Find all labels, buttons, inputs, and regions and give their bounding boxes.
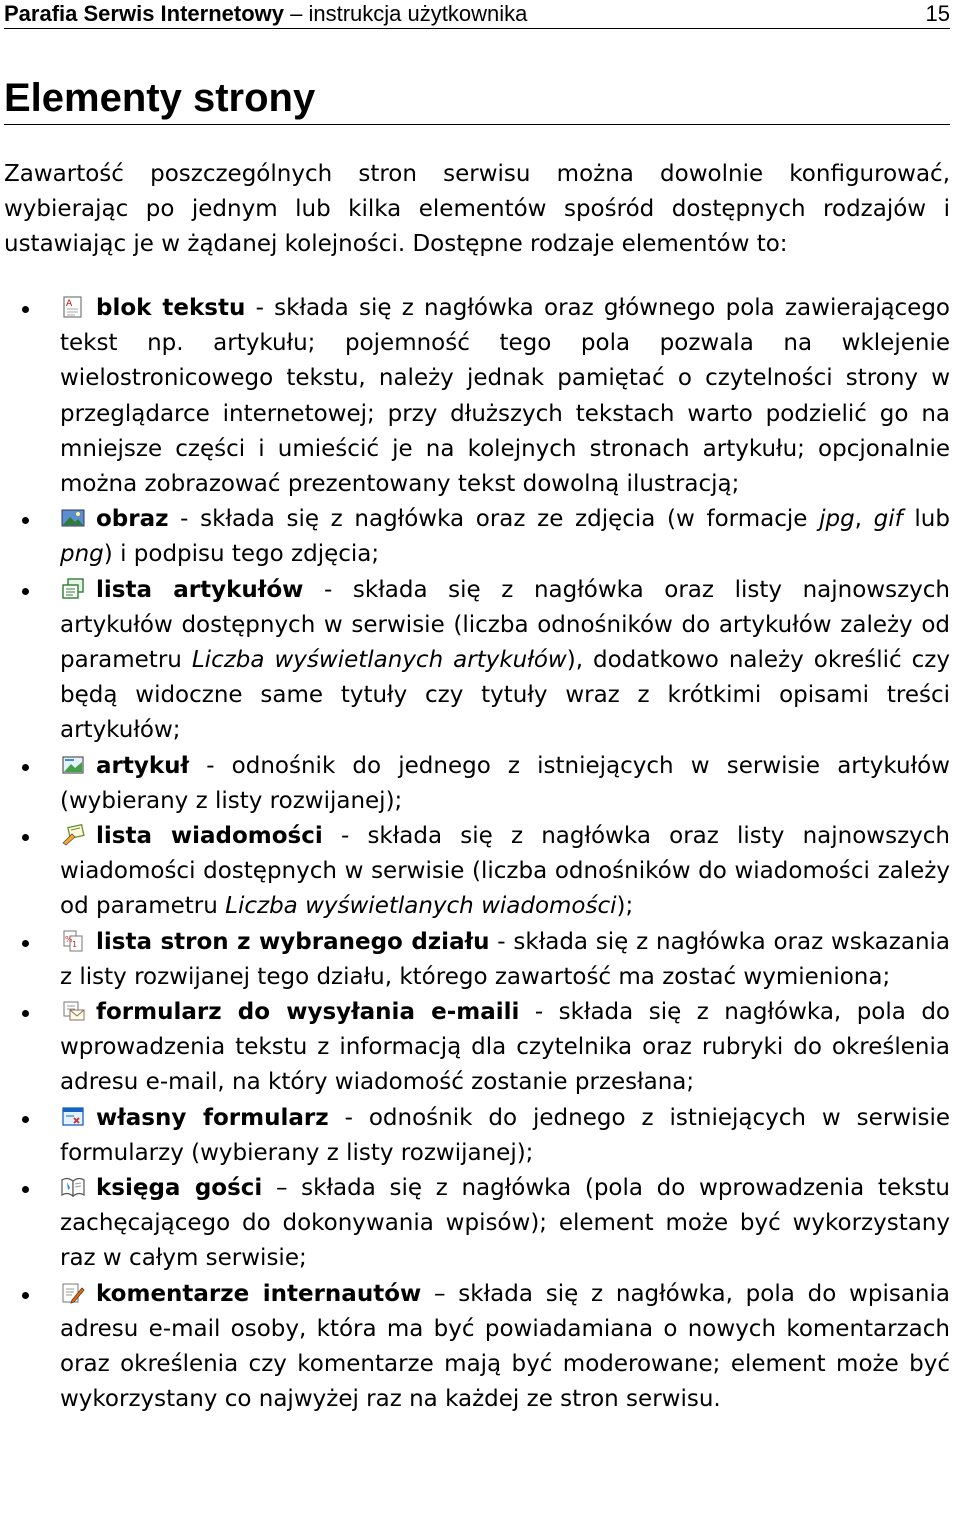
item-desc: lub (902, 506, 950, 533)
svg-text:A: A (66, 299, 73, 309)
text-block-icon (60, 296, 86, 318)
item-desc: , (854, 506, 874, 533)
svg-text:%: % (65, 934, 73, 944)
item-desc: - odnośnik do jednego z istniejących w serwisie formularzy (wybierany z listy rozwijanej); (60, 1104, 950, 1166)
item-name: blok tekstu (96, 295, 246, 321)
list-item-article-list (0, 573, 950, 749)
section-title: Elementy strony (4, 72, 950, 125)
item-desc: - składa się z nagłówka oraz wskazania z listy rozwijanej tego działu, którego zawartość ma zostać wymieniona; (60, 928, 951, 990)
list-item-email-form (0, 995, 950, 1101)
item-format-png: png (60, 541, 104, 568)
news-list-icon (60, 824, 86, 846)
page-list-icon (60, 930, 86, 952)
item-desc: ), dodatkowo należy określić czy będą widoczne same tytuły czy tytuły wraz z krótkimi opisami treści artykułów; (60, 647, 950, 744)
item-desc: ) i podpisu tego zdjęcia; (103, 541, 380, 568)
item-name: lista stron z wybranego działu (96, 928, 490, 955)
item-name: komentarze internautów (96, 1280, 422, 1307)
custom-form-icon (60, 1106, 86, 1128)
item-name: formularz do wysyłania e-maili (96, 999, 520, 1026)
item-desc: - składa się z nagłówka oraz listy najnowszych artykułów dostępnych w serwisie (liczba odnośników do artykułów zależy od parametru (60, 576, 950, 674)
item-name: własny formularz (96, 1104, 329, 1131)
intro-paragraph: Zawartość poszczególnych stron serwisu można dowolnie konfigurować, wybierając po jednym lub kilka elementów spośród dostępnych rodzajów i ustawiając je w żądanej kolejności. Dostępne rodzaje elementów to: (4, 161, 950, 257)
item-format-gif: gif (873, 506, 903, 533)
page-header (4, 0, 950, 29)
item-name: lista wiadomości (96, 823, 323, 850)
article-list-icon (60, 578, 86, 600)
item-desc: ); (616, 893, 634, 920)
list-item-custom-form (0, 1101, 950, 1171)
item-desc: - odnośnik do jednego z istniejących w serwisie artykułów (wybierany z listy rozwijanej); (60, 752, 950, 814)
list-item-guestbook (0, 1171, 950, 1277)
svg-text:1: 1 (72, 939, 78, 949)
page-number: 15 (925, 1, 950, 26)
list-item-text-block (0, 291, 950, 502)
item-name: księga gości (96, 1175, 263, 1202)
guestbook-icon (60, 1176, 86, 1198)
item-name: lista artykułów (96, 576, 304, 603)
list-item-image (0, 502, 950, 572)
item-name: obraz (96, 506, 169, 533)
image-icon (60, 507, 86, 529)
item-desc: - składa się z nagłówka, pola do wprowadzenia tekstu z informacją dla czytelnika oraz rubryki do określenia adresu e-mail, na który wiadomość zostanie przesłana; (60, 999, 950, 1096)
email-form-icon (60, 1000, 86, 1022)
item-desc: - składa się z nagłówka oraz głównego pola zawierającego tekst np. artykułu; pojemność tego pola pozwala na wklejenie wielostronicowego tekstu, należy jednak pamiętać o czytelności strony w przeglądarce internetowej; przy dłuższych tekstach warto podzielić go na mniejsze części i umieścić je na kolejnych stronach artykułu; opcjonalnie można zobrazować prezentowany tekst dowolną ilustracją; (60, 295, 951, 498)
element-types-list (0, 291, 950, 1418)
list-item-news-list (0, 819, 950, 925)
comments-icon (60, 1282, 86, 1304)
item-desc: - składa się z nagłówka oraz listy najnowszych wiadomości dostępnych w serwisie (liczba odnośników do wiadomości zależy od parametru (60, 823, 951, 920)
item-param: Liczba wyświetlanych wiadomości (225, 893, 617, 920)
list-item-comments (0, 1277, 950, 1418)
item-desc: – składa się z nagłówka (pola do wprowadzenia tekstu zachęcającego do dokonywania wpisów); element może być wykorzystany raz w całym serwisie; (60, 1175, 950, 1272)
item-desc: - składa się z nagłówka oraz ze zdjęcia (w formacje (168, 506, 820, 533)
item-name: artykuł (96, 752, 190, 779)
header-dash: – (284, 1, 309, 26)
list-item-page-list (0, 925, 950, 995)
item-format-jpg: jpg (819, 506, 855, 533)
item-desc: – składa się z nagłówka, pola do wpisania adresu e-mail osoby, która ma być powiadamiana o nowych komentarzach oraz określenia czy komentarze mają być moderowane; element może być wykorzystany co najwyżej raz na każdej ze stron serwisu. (60, 1280, 950, 1413)
header-subtitle: instrukcja użytkownika (308, 1, 528, 26)
article-icon (60, 754, 86, 776)
list-item-article (0, 749, 950, 819)
item-param: Liczba wyświetlanych artykułów (191, 647, 567, 674)
header-brand: Parafia Serwis Internetowy (4, 1, 284, 26)
